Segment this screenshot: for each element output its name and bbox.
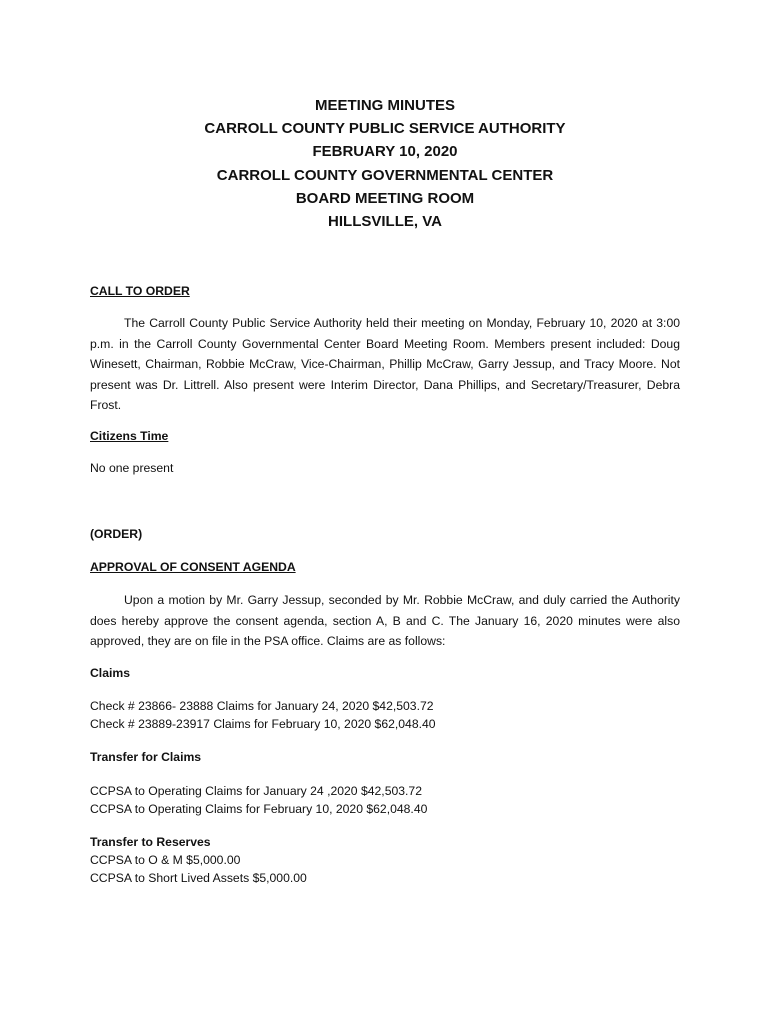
transfer-claims-line: CCPSA to Operating Claims for January 24 ,2020 $42,503.72 bbox=[90, 784, 422, 798]
title-line-date: FEBRUARY 10, 2020 bbox=[312, 143, 458, 161]
transfer-reserves-line: CCPSA to O & M $5,000.00 bbox=[90, 853, 241, 867]
citizens-time-text: No one present bbox=[90, 461, 174, 475]
claims-line: Check # 23866- 23888 Claims for January 24, 2020 $42,503.72 bbox=[90, 699, 434, 713]
title-line-location: HILLSVILLE, VA bbox=[328, 213, 442, 231]
call-to-order-section bbox=[90, 281, 680, 302]
transfer-claims-line: CCPSA to Operating Claims for February 10, 2020 $62,048.40 bbox=[90, 802, 428, 816]
transfer-for-claims-list bbox=[90, 782, 680, 818]
document-title-block bbox=[0, 94, 770, 233]
transfer-to-reserves-section bbox=[90, 833, 680, 887]
claims-line: Check # 23889-23917 Claims for February 10, 2020 $62,048.40 bbox=[90, 717, 436, 731]
citizens-time-section bbox=[90, 426, 680, 447]
citizens-time-heading: Citizens Time bbox=[90, 429, 169, 443]
transfer-for-claims-heading: Transfer for Claims bbox=[90, 750, 202, 764]
transfer-to-reserves-heading: Transfer to Reserves bbox=[90, 835, 211, 849]
title-line-venue: CARROLL COUNTY GOVERNMENTAL CENTER bbox=[216, 166, 554, 184]
call-to-order-paragraph: The Carroll County Public Service Authority held their meeting on Monday, February 10, 2020 at 3:00 p.m. in the Carroll County Governmental Center Board Meeting Room. Members present included: Doug Winesett, Chairman, Robbie McCraw, Vice-Chairman, Phillip McCraw, Garry Jessup, and Tracy Moore. Not present was Dr. Littrell. Also present were Interim Director, Dana Phillips, and Secretary/Treasurer, Debra Frost. bbox=[90, 316, 680, 412]
call-to-order-heading: CALL TO ORDER bbox=[90, 284, 190, 298]
order-label: (ORDER) bbox=[90, 527, 143, 541]
claims-heading: Claims bbox=[90, 666, 130, 680]
title-line-organization: CARROLL COUNTY PUBLIC SERVICE AUTHORITY bbox=[204, 120, 566, 138]
consent-agenda-paragraph: Upon a motion by Mr. Garry Jessup, seconded by Mr. Robbie McCraw, and duly carried the Authority does hereby approve the consent agenda, section A, B and C. The January 16, 2020 minutes were also approved, they are on file in the PSA office. Claims are as follows: bbox=[90, 593, 680, 648]
consent-agenda-section bbox=[90, 557, 680, 578]
claims-list bbox=[90, 697, 680, 733]
consent-agenda-heading: APPROVAL OF CONSENT AGENDA bbox=[90, 560, 296, 574]
title-line-meeting-minutes: MEETING MINUTES bbox=[314, 97, 455, 114]
title-line-room: BOARD MEETING ROOM bbox=[295, 189, 475, 207]
transfer-reserves-line: CCPSA to Short Lived Assets $5,000.00 bbox=[90, 871, 307, 885]
